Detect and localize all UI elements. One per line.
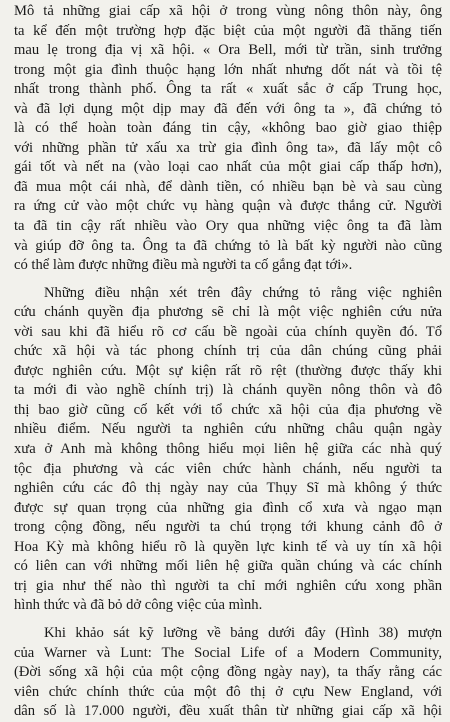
text-line: ta đã tin cậy rất nhiều vào Ory qua những việc ông ta đã làm: [14, 218, 442, 235]
text-line: trị gia như thế nào thì người ta chỉ mới nghiên cứu xong phần: [14, 577, 442, 594]
text-line: dân số là 17.000 người, đều xuất thân từ những giai cấp xã hội: [14, 703, 442, 720]
text-line: cứu chánh quyền địa phương sẽ chỉ là một việc nghiên cứu nửa: [14, 304, 442, 321]
text-line: có thể làm được những điều mà người ta cố gắng đạt tới».: [14, 257, 353, 274]
text-line: trong một gia đình thuộc hạng lớn nhất nhưng dốt nát và tồi tệ: [14, 61, 442, 78]
text-line: với những phần tử xấu xa trừ gia đình ông ta», đã lấy một cô: [14, 139, 442, 156]
text-line: Những điều nhận xét trên đây chứng tỏ rằng việc nghiên: [44, 284, 442, 301]
text-line: đã mua một cái nhà, để dành tiền, có nhiều bạn bè và sau cùng: [14, 178, 442, 195]
text-line: và giúp đỡ ông ta. Ông ta đã chứng tỏ là bất kỳ người nào cũng: [14, 237, 442, 254]
text-line: trong cộng đồng, nếu người ta chú trọng tới khung cảnh đô ở: [14, 519, 442, 536]
text-line: Khi khảo sát kỹ lưỡng về bảng dưới đây (Hình 38) mượn: [44, 624, 442, 641]
text-line: tộc địa phương và các viên chức hành chánh, nếu người ta: [14, 460, 442, 477]
text-line: xưa ở Anh mà không thông hiểu mọi liên hệ giữa các nhà quý: [14, 441, 442, 458]
text-line: mau lẹ trong địa vị xã hội. « Ora Bell, mới từ trần, sinh trưởng: [14, 42, 442, 59]
text-line: (Đời sống xã hội của một cộng đồng ngày nay), ta thấy rằng các: [14, 664, 442, 681]
page-body-text: [14, 0, 442, 722]
text-line: nhất trong thành phố. Ông ta rất « xuất sắc ở cấp Trung học,: [14, 81, 442, 98]
text-line: thị bao giờ cũng cố kết với tổ chức xã hội của địa phương về: [14, 401, 442, 418]
text-line: hình thức và đã bỏ dở công việc của mình.: [14, 597, 263, 614]
text-line: nhiều điểm. Nếu người ta nghiên cứu những châu quận ngày: [14, 421, 442, 438]
text-line: được sự quan trọng của những gia đình cổ xưa và ngạo mạn: [14, 499, 442, 516]
text-line: có liên can với những mối liên hệ giữa quần chúng và các chính: [14, 558, 442, 575]
text-line: là có thể hoàn toàn đáng tin cậy, «không bao giờ giao thiệp: [14, 120, 442, 137]
paragraph-2: [14, 284, 442, 616]
text-line: vời sau khi đã hiểu rõ cơ cấu bề ngoài của chính quyền đó. Tổ: [14, 323, 442, 340]
text-line: nghiên cứu các đô thị ngày nay của Thụy Sĩ mà không ý thức: [14, 480, 442, 497]
text-line: được nghiên cứu. Một sự kiện rất rõ rệt (thường được thấy khi: [14, 362, 442, 379]
text-line: viên chức chính thức của một đô thị ở cựu New England, với: [14, 683, 442, 700]
text-line: ta mới đi vào nghề chính trị) là chánh quyền nông thôn và đô: [14, 382, 442, 399]
text-line: của Warner và Lunt: The Social Life of a Modern Community,: [14, 644, 442, 661]
text-line: gái tốt và nết na (vào loại cao nhất của một giai cấp thấp hơn),: [14, 159, 442, 176]
text-line: chức xã hội và tác phong chính trị của dân chúng cũng phải: [14, 343, 442, 360]
paragraph-1: [14, 2, 442, 276]
text-line: và đã lợi dụng một dịp may đã đến với ông ta », đã chứng tỏ: [14, 100, 442, 117]
text-line: Hoa Kỳ mà không hiểu rõ là quyền lực kinh tế và uy tín xã hội: [14, 538, 442, 555]
text-line: ta kể đến một trường hợp đặc biệt của một người đã thăng tiến: [14, 22, 442, 39]
text-line: Mô tả những giai cấp xã hội ở trong vùng nông thôn này, ông: [14, 3, 442, 19]
text-line: ra ứng cử vào một chức vụ hàng quận và được thắng cử. Người: [14, 198, 442, 215]
paragraph-3: [14, 624, 442, 722]
